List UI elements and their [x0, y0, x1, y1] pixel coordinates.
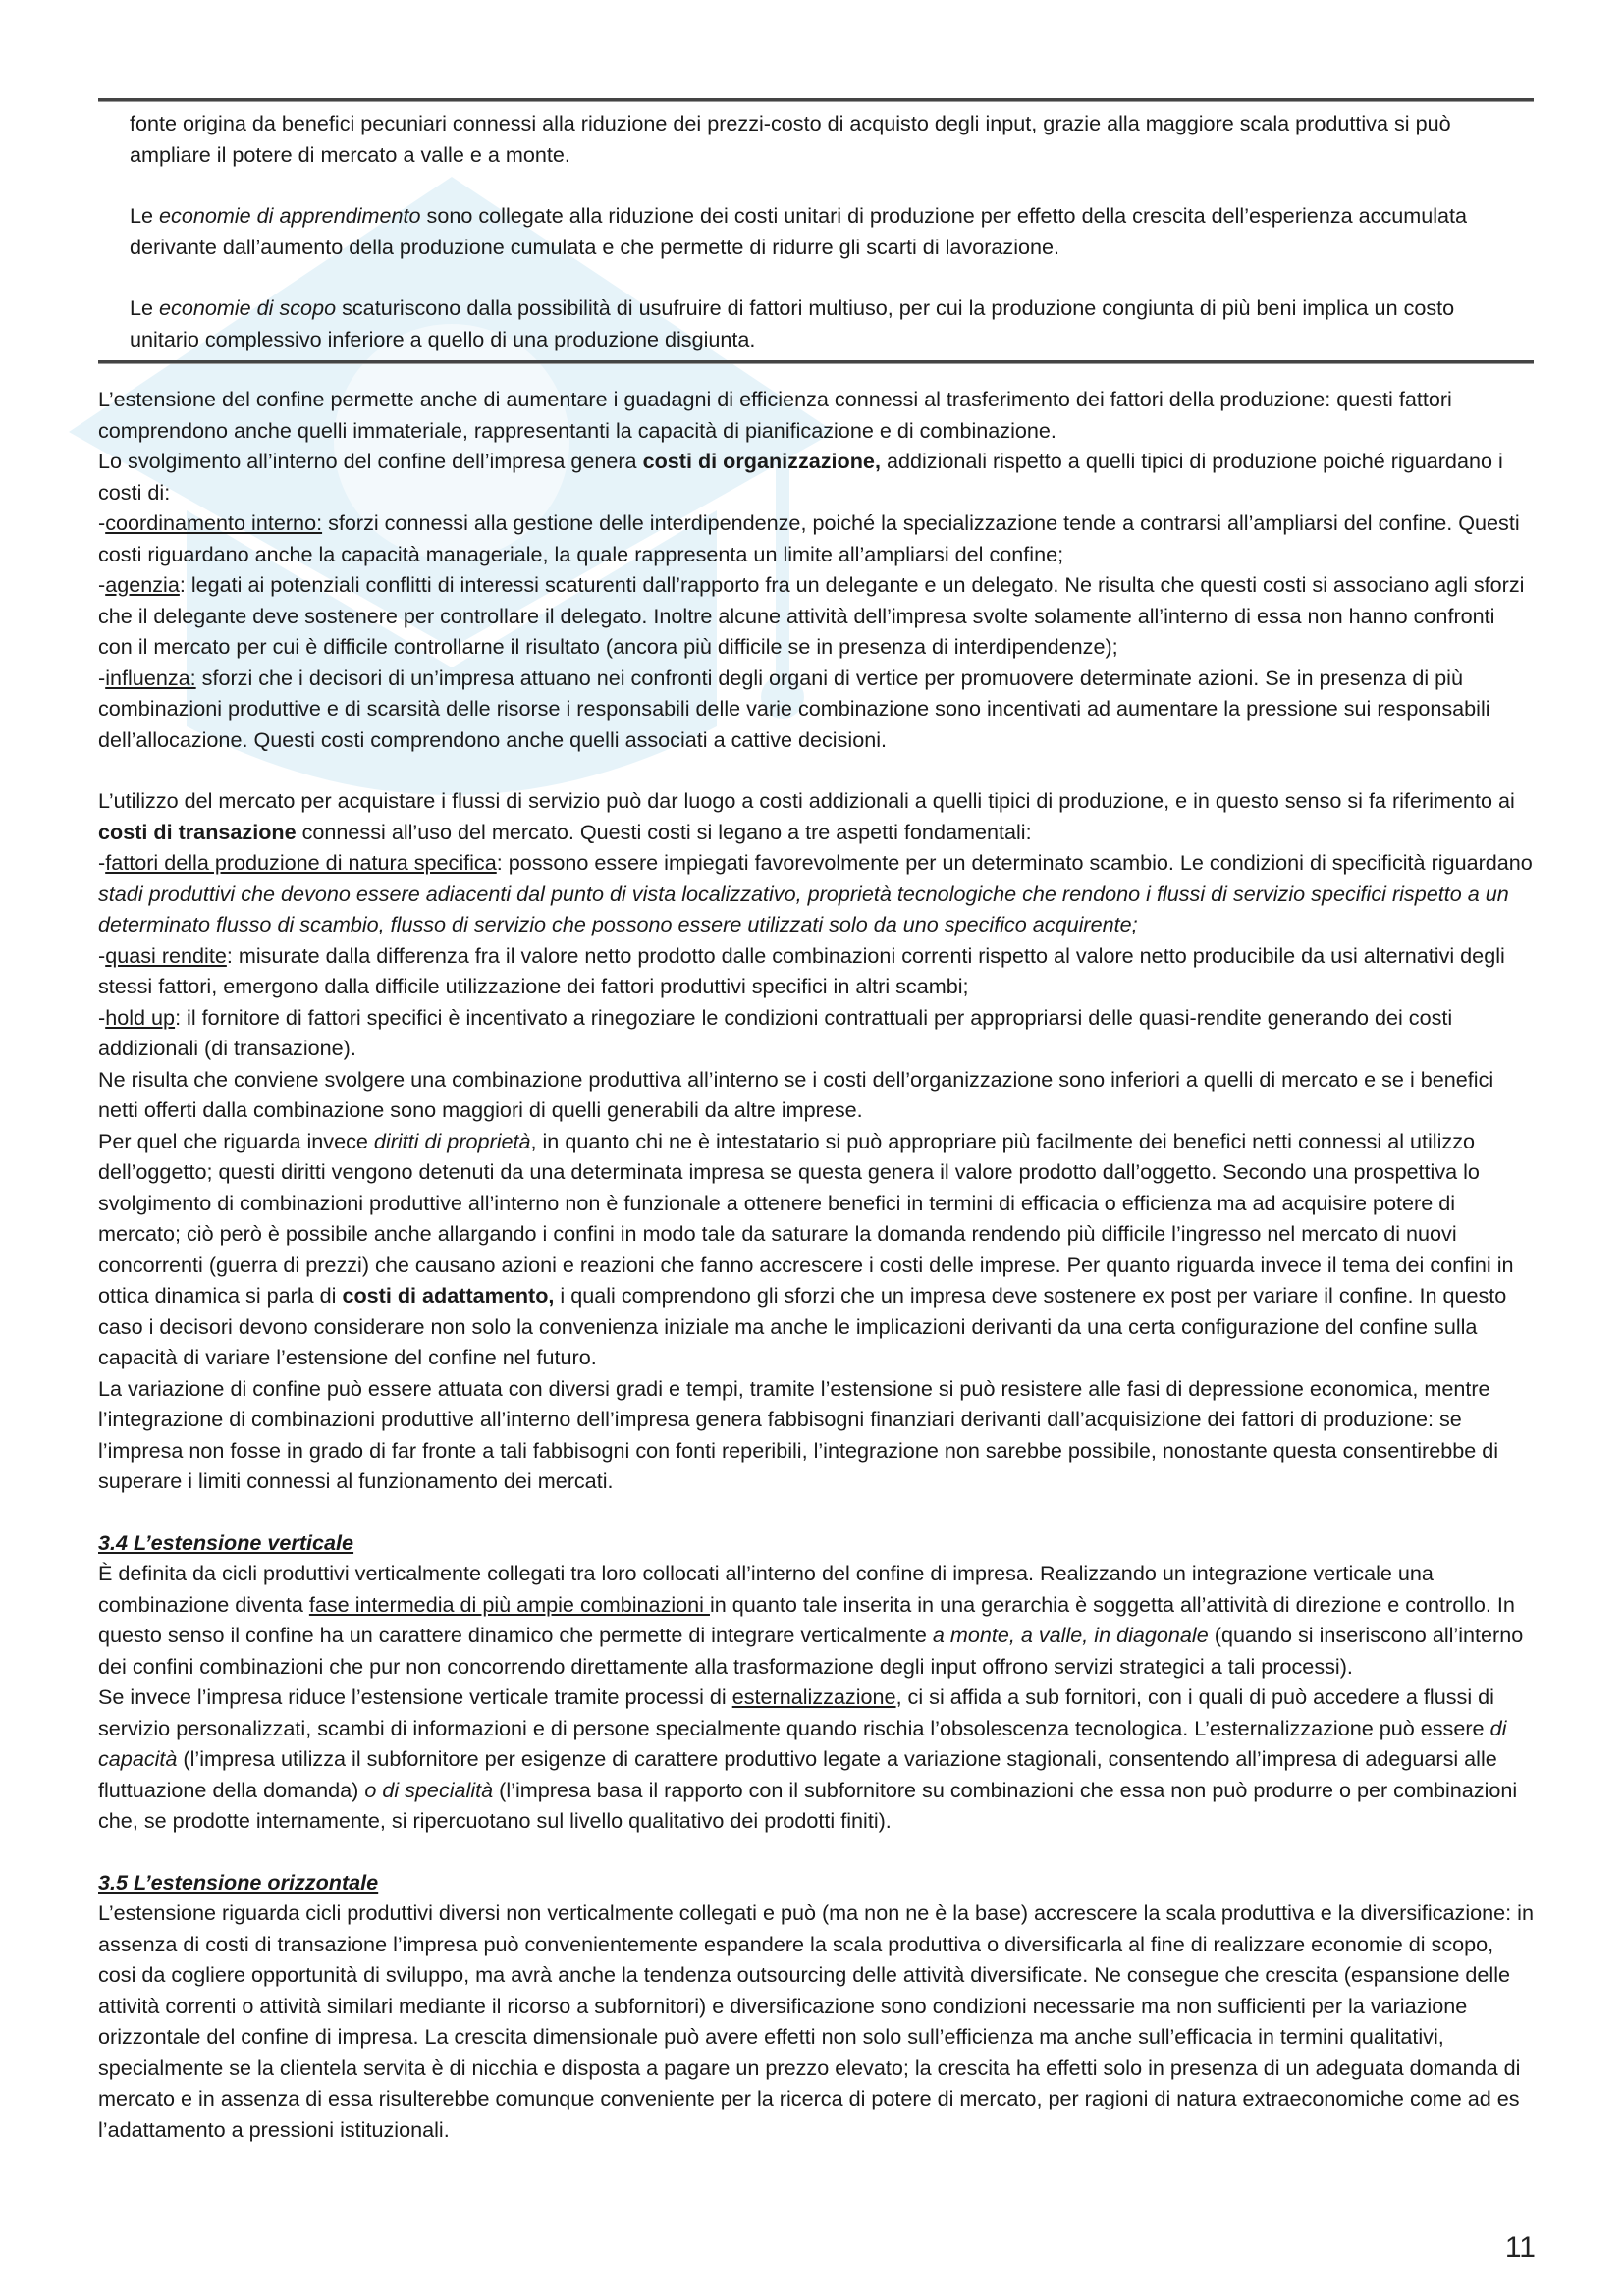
term-economie-apprendimento: economie di apprendimento: [159, 203, 421, 228]
list-item-agenzia: -agenzia: legati ai potenziali conflitti di interessi scaturenti dall’rapporto fra un delegante e un delegato. Ne risulta che questi costi si associano agli sforzi che il delegante deve sostenere per controllare il delegato. Inoltre alcune attività dell’impresa svolte solamente all’interno di essa non hanno confronti con il mercato per cui è difficile controllarne il risultato (ancora più difficile se in presenza di interdipendenze);: [98, 572, 1525, 659]
paragraph-estensione-orizzontale: L’estensione riguarda cicli produttivi diversi non verticalmente collegati e può (ma non ne è la base) accrescere la scala produttiva e la diversificazione: in assenza di costi di transazione l’impresa può convenientemente espandere la scala produttiva o diversificarla al fine di realizzare economie di scopo, cosi da cogliere opportunità di sviluppo, ma avrà anche la tendenza outsourcing delle attività diversificate. Ne consegue che crescita (espansione delle attività correnti o attività similari mediante il ricorso a subfornitori) e diversificazione sono condizioni necessarie ma non sufficienti per la variazione orizzontale del confine di impresa. La crescita dimensionale può avere effetti non solo sull’efficienza ma anche sull’efficacia in termini qualitativi, specialmente se la clientela servita è di nicchia e disposta a pagare un prezzo elevato; la crescita ha effetti solo in presenza di un adeguata domanda di mercato e in assenza di essa risulterebbe comunque conveniente per la ricerca di potere di mercato, per ragioni di natura extraeconomiche come ad es l’adattamento a pressioni istituzionali.: [98, 1900, 1534, 2142]
term-hold-up: hold up: [105, 1004, 176, 1030]
section-title-3-5: 3.5 L’estensione orizzontale: [98, 1869, 379, 1895]
term-costi-organizzazione: costi di organizzazione,: [642, 449, 881, 473]
paragraph-esternalizzazione: Se invece l’impresa riduce l’estensione verticale tramite processi di esternalizzazione, ci si affida a sub fornitori, con i quali di può accedere a flussi di servizio personalizzati, scambi di informazioni e di persone specialmente quando rischia l’obsolescenza tecnologica. L’esternalizzazione può essere di capacità (l’impresa utilizza il subfornitore per esigenze di carattere produttivo legate a variazione stagionali, consentendo all’impresa di adeguarsi alle fluttuazione della domanda) o di specialità (l’impresa basa il rapporto con il subfornitore su combinazioni che essa non può produrre o per combinazioni che, se prodotte internamente, si ripercuotano sul livello qualitativo dei prodotti finiti).: [98, 1684, 1518, 1833]
box-paragraph-1: fonte origina da benefici pecuniari connessi alla riduzione dei prezzi-costo di acquisto degli input, grazie alla maggiore scala produttiva si può ampliare il potere di mercato a valle e a monte.: [130, 111, 1451, 167]
term-agenzia: agenzia: [105, 572, 180, 597]
box-bottom-rule: [98, 360, 1534, 364]
term-diritti-proprieta: diritti di proprietà: [373, 1128, 531, 1153]
list-item-coordinamento: -coordinamento interno: sforzi connessi alla gestione delle interdipendenze, poiché la specializzazione tende a contrarsi all’ampliarsi del confine. Questi costi riguardano anche la capacità manageriale, la quale rappresenta un limite all’ampliarsi del confine;: [98, 510, 1520, 566]
box-paragraph-2: Le economie di apprendimento sono collegate alla riduzione dei costi unitari di produzione per effetto della crescita dell’esperienza accumulata derivante dall’aumento della produzione cumulata e che permette di ridurre gli scarti di lavorazione.: [130, 203, 1468, 259]
page-number: 11: [1504, 2231, 1536, 2264]
paragraph-costi-transazione: L’utilizzo del mercato per acquistare i flussi di servizio può dar luogo a costi addizionali a quelli tipici di produzione, e in questo senso si fa riferimento ai costi di transazione connessi all’uso del mercato. Questi costi si legano a tre aspetti fondamentali:: [98, 788, 1515, 844]
boxed-excerpt: [98, 102, 1534, 360]
term-coordinamento-interno: coordinamento interno:: [105, 510, 323, 535]
paragraph-diritti-proprieta: Per quel che riguarda invece diritti di proprietà, in quanto chi ne è intestatario si può appropriare più facilmente dei benefici netti connessi al utilizzo dell’oggetto; questi diritti vengono detenuti da una determinata impresa se questa genera il valore prodotto dall’oggetto. Secondo una prospettiva lo svolgimento di combinazioni produttive all’interno non è funzionale a ottenere benefici in termini di efficacia o efficienza ma ad acquisire potere di mercato; ciò però è possibile anche allargando i confini in modo tale da saturare la domanda rendendo più difficile l’ingresso nel mercato di nuovi concorrenti (guerra di prezzi) che causano azioni e reazioni che fanno accrescere i costi delle imprese. Per quanto riguarda invece il tema dei confini in ottica dinamica si parla di costi di adattamento, i quali comprendono gli sforzi che un impresa deve sostenere ex post per variare il confine. In questo caso i decisori devono considerare non solo la convenienza iniziale ma anche le implicazioni derivanti da una certa configurazione del confine sulla capacità di variare l’estensione del confine nel futuro.: [98, 1128, 1514, 1369]
paragraph-gap: [98, 1497, 1534, 1527]
paragraph-gap: [98, 755, 1534, 785]
list-item-fattori-specifici: -fattori della produzione di natura specifica: possono essere impiegati favorevolmente per un determinato scambio. Le condizioni di specificità riguardano stadi produttivi che devono essere adiacenti dal punto di vista localizzativo, proprietà tecnologiche che rendono i flussi di servizio specifici rispetto a un determinato flusso di scambio, flusso di servizio che possono essere utilizzati solo da uno specifico acquirente;: [98, 850, 1533, 936]
box-paragraph-3: Le economie di scopo scaturiscono dalla possibilità di usufruire di fattori multiuso, per cui la produzione congiunta di più beni implica un costo unitario complessivo inferiore a quello di una produzione disgiunta.: [130, 295, 1455, 351]
term-costi-adattamento: costi di adattamento,: [342, 1283, 555, 1308]
paragraph-conviene: Ne risulta che conviene svolgere una combinazione produttiva all’interno se i costi dell’organizzazione sono inferiori a quelli di mercato e se i benefici netti offerti dalla combinazione sono maggiori di quelli generabili da altre imprese.: [98, 1066, 1494, 1122]
paragraph-costi-organizzazione: Lo svolgimento all’interno del confine dell’impresa genera costi di organizzazione, addizionali rispetto a quelli tipici di produzione poiché riguardano i costi di:: [98, 449, 1503, 505]
paragraph-gap: [98, 1837, 1534, 1867]
paragraph-definizione-verticale: È definita da cicli produttivi verticalmente collegati tra loro collocati all’interno del confine di impresa. Realizzando un integrazione verticale una combinazione diventa fase intermedia di più ampie combinazioni in quanto tale inserita in una gerarchia è soggetta all’attività di direzione e controllo. In questo senso il confine ha un carattere dinamico che permette di integrare verticalmente a monte, a valle, in diagonale (quando si inseriscono all’interno dei confini combinazioni che pur non concorrendo direttamente alla trasformazione degli input offrono servizi strategici a tali processi).: [98, 1561, 1524, 1679]
paragraph-estensione-confine: L’estensione del confine permette anche di aumentare i guadagni di efficienza connessi al trasferimento dei fattori della produzione: questi fattori comprendono anche quelli immateriale, rappresentanti la capacità di pianificazione e di combinazione.: [98, 387, 1452, 443]
list-item-influenza: -influenza: sforzi che i decisori di un’impresa attuano nei confronti degli organi di vertice per promuovere determinate azioni. Se in presenza di più combinazioni produttive e di scarsità delle risorse i responsabili delle varie combinazione sono incentivati ad aumentare la pressione sui responsabili dell’allocazione. Questi costi comprendono anche quelli associati a cattive decisioni.: [98, 665, 1490, 752]
term-quasi-rendite: quasi rendite: [105, 942, 227, 968]
term-economie-scopo: economie di scopo: [159, 295, 337, 320]
term-esternalizzazione: esternalizzazione: [731, 1684, 896, 1709]
term-influenza: influenza:: [105, 665, 196, 690]
page-content: [98, 98, 1534, 2145]
term-fattori-natura-specifica: fattori della produzione di natura specifica: [105, 850, 497, 875]
term-costi-transazione: costi di transazione: [98, 819, 297, 844]
list-item-quasi-rendite: -quasi rendite: misurate dalla differenza fra il valore netto prodotto dalle combinazioni correnti rispetto al valore netto producibile da usi alternativi degli stessi fattori, emergono dalla difficile utilizzazione dei fattori produttivi specifici in altri scambi;: [98, 942, 1505, 998]
section-title-3-4: 3.4 L’estensione verticale: [98, 1529, 354, 1555]
paragraph-variazione-confine: La variazione di confine può essere attuata con diversi gradi e tempi, tramite l’estensione si può resistere alle fasi di depressione economica, mentre l’integrazione di combinazioni produttive all’interno dell’impresa genera fabbisogni finanziari derivanti dall’acquisizione dei fattori di produzione: se l’impresa non fosse in grado di far fronte a tali fabbisogni con fonti reperibili, l’integrazione non sarebbe possibile, nonostante questa consentirebbe di superare i limiti connessi al funzionamento dei mercati.: [98, 1375, 1499, 1493]
list-item-hold-up: -hold up: il fornitore di fattori specifici è incentivato a rinegoziare le condizioni contrattuali per appropriarsi delle quasi-rendite generando dei costi addizionali (di transazione).: [98, 1004, 1453, 1060]
term-fase-intermedia: fase intermedia di più ampie combinazioni: [308, 1591, 710, 1617]
